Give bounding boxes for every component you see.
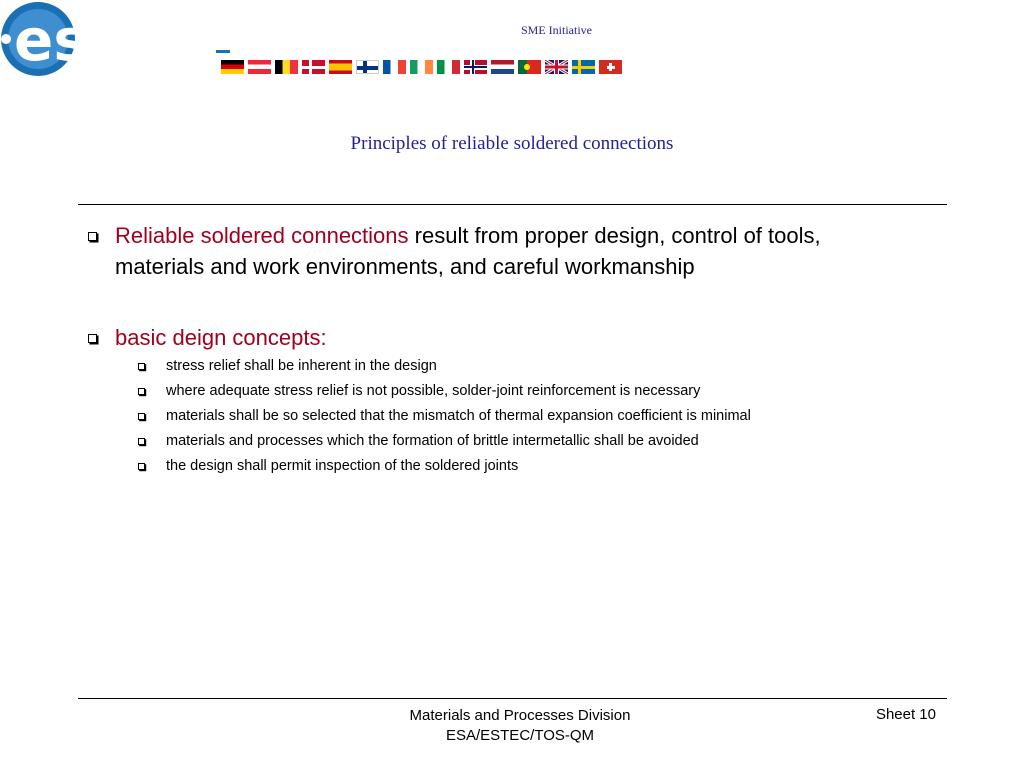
- highlight-text: Reliable soldered connections: [115, 223, 409, 248]
- list-item: where adequate stress relief is not possible, solder-joint reinforcement is necessary: [138, 381, 858, 401]
- flag-germany-icon: [221, 60, 244, 74]
- footer-organization: [360, 706, 680, 746]
- flag-netherlands-icon: [491, 60, 514, 74]
- flag-ireland-icon: [410, 60, 433, 74]
- design-concepts-label: basic deign concepts:: [115, 325, 327, 350]
- sheet-number: Sheet 10: [875, 706, 936, 723]
- list-item: the design shall permit inspection of the soldered joints: [138, 456, 858, 476]
- checkbox-bullet-icon: [88, 334, 97, 343]
- logo-text: esa: [14, 6, 127, 74]
- flag-norway-icon: [464, 60, 487, 74]
- checkbox-bullet-icon: [88, 232, 97, 241]
- flag-austria-icon: [248, 60, 271, 74]
- flag-sweden-icon: [572, 60, 595, 74]
- flag-united-kingdom-icon: [545, 60, 568, 74]
- flag-france-icon: [383, 60, 406, 74]
- bullet-design-concepts: [88, 322, 858, 353]
- bullet-reliable-connections: [88, 220, 858, 282]
- footer-division: Materials and Processes Division: [409, 707, 631, 724]
- design-concepts-list: [88, 356, 858, 476]
- checkbox-bullet-icon: [138, 413, 145, 420]
- list-item: stress relief shall be inherent in the design: [138, 356, 858, 376]
- member-flags: [221, 60, 622, 76]
- top-divider: [78, 204, 947, 205]
- checkbox-bullet-icon: [138, 363, 145, 370]
- bullet-text: [115, 220, 858, 282]
- checkbox-bullet-icon: [138, 463, 145, 470]
- flag-denmark-icon: [302, 60, 325, 74]
- list-item: materials and processes which the formation of brittle intermetallic shall be avoided: [138, 431, 858, 451]
- slide-title: Principles of reliable soldered connections: [350, 133, 674, 154]
- flag-portugal-icon: [518, 60, 541, 74]
- bottom-divider: [78, 698, 947, 699]
- footer-org: ESA/ESTEC/TOS-QM: [445, 727, 595, 744]
- slide-content: [88, 220, 858, 481]
- flag-finland-icon: [356, 60, 379, 74]
- flag-belgium-icon: [275, 60, 298, 74]
- body-text: result from proper design, control of tools, materials and work environments, and careful workmanship: [115, 223, 821, 279]
- flag-switzerland-icon: [599, 60, 622, 74]
- flag-spain-icon: [329, 60, 352, 74]
- checkbox-bullet-icon: [138, 388, 145, 395]
- list-item: materials shall be so selected that the mismatch of thermal expansion coefficient is minimal: [138, 406, 858, 426]
- flag-italy-icon: [437, 60, 460, 74]
- checkbox-bullet-icon: [138, 438, 145, 445]
- esa-logo: [0, 0, 232, 80]
- sme-initiative-label: SME Initiative: [521, 23, 592, 37]
